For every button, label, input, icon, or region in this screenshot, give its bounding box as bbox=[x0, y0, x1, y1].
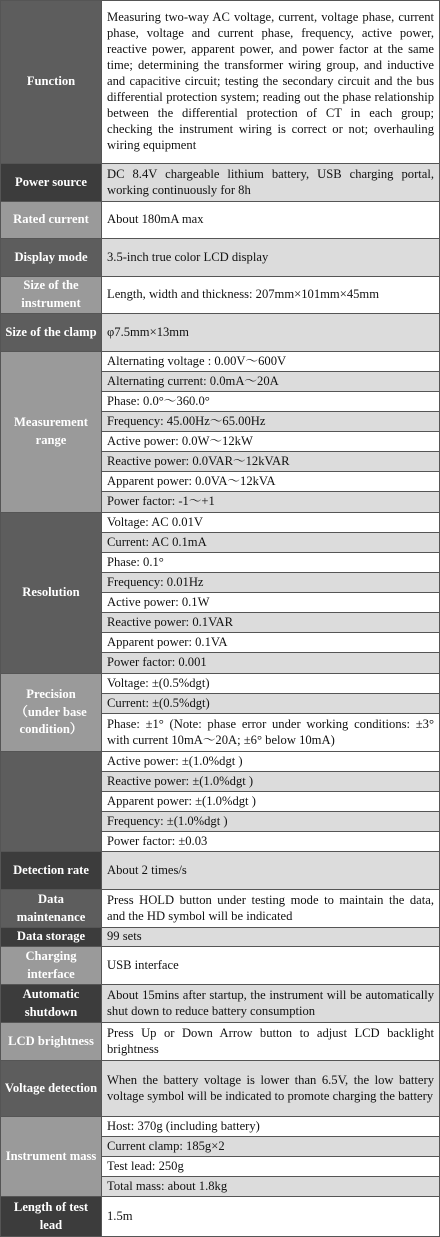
spec-row bbox=[1, 985, 440, 1023]
spec-value: 1.5m bbox=[102, 1197, 440, 1237]
spec-table-body bbox=[1, 1, 440, 1237]
spec-value: USB interface bbox=[102, 947, 440, 985]
spec-value: Apparent power: ±(1.0%dgt ) bbox=[102, 792, 440, 812]
spec-row bbox=[1, 890, 440, 928]
spec-label-detection-rate: Detection rate bbox=[1, 852, 102, 890]
spec-label-data-maintenance: Data maintenance bbox=[1, 890, 102, 928]
spec-value: 99 sets bbox=[102, 928, 440, 947]
spec-label-length-of-test-lead: Length of test lead bbox=[1, 1197, 102, 1237]
spec-value: Frequency: ±(1.0%dgt ) bbox=[102, 812, 440, 832]
spec-row bbox=[1, 1023, 440, 1061]
spec-value: About 180mA max bbox=[102, 202, 440, 239]
spec-value: Press HOLD button under testing mode to maintain the data, and the HD symbol will be indicated bbox=[102, 890, 440, 928]
spec-label-data-storage: Data storage bbox=[1, 928, 102, 947]
spec-row bbox=[1, 164, 440, 202]
spec-value: Current: ±(0.5%dgt) bbox=[102, 694, 440, 714]
spec-label-function: Function bbox=[1, 1, 102, 164]
spec-value: Power factor: ±0.03 bbox=[102, 832, 440, 852]
spec-value: Phase: ±1° (Note: phase error under working conditions: ±3° with current 10mA～20A; ±6° below 10mA) bbox=[102, 714, 440, 752]
spec-row bbox=[1, 674, 440, 694]
spec-value: Current clamp: 185g×2 bbox=[102, 1137, 440, 1157]
spec-row bbox=[1, 239, 440, 277]
spec-row bbox=[1, 1117, 440, 1137]
spec-value: Power factor: -1～+1 bbox=[102, 492, 440, 513]
spec-label-display-mode: Display mode bbox=[1, 239, 102, 277]
spec-value: φ7.5mm×13mm bbox=[102, 314, 440, 352]
spec-row bbox=[1, 314, 440, 352]
spec-value: Alternating current: 0.0mA～20A bbox=[102, 372, 440, 392]
spec-value: Frequency: 0.01Hz bbox=[102, 573, 440, 593]
spec-value: Phase: 0.1° bbox=[102, 553, 440, 573]
spec-row bbox=[1, 1197, 440, 1237]
spec-row bbox=[1, 1, 440, 164]
spec-value: About 15mins after startup, the instrument will be automatically shut down to reduce battery consumption bbox=[102, 985, 440, 1023]
spec-label-rated-current: Rated current bbox=[1, 202, 102, 239]
spec-value: Phase: 0.0°～360.0° bbox=[102, 392, 440, 412]
spec-value: About 2 times/s bbox=[102, 852, 440, 890]
spec-row bbox=[1, 852, 440, 890]
spec-row bbox=[1, 928, 440, 947]
spec-value: Current: AC 0.1mA bbox=[102, 533, 440, 553]
spec-label-power-source: Power source bbox=[1, 164, 102, 202]
spec-label-size-of-the-clamp: Size of the clamp bbox=[1, 314, 102, 352]
spec-value: Test lead: 250g bbox=[102, 1157, 440, 1177]
spec-label-precision-under-base-condition: Precision（under base condition） bbox=[1, 674, 102, 752]
spec-label-blank bbox=[1, 752, 102, 852]
spec-value: Voltage: ±(0.5%dgt) bbox=[102, 674, 440, 694]
spec-row bbox=[1, 1061, 440, 1117]
spec-label-size-of-the-instrument: Size of the instrument bbox=[1, 277, 102, 314]
spec-label-resolution: Resolution bbox=[1, 513, 102, 674]
spec-label-measurement-range: Measurement range bbox=[1, 352, 102, 513]
spec-label-voltage-detection: Voltage detection bbox=[1, 1061, 102, 1117]
spec-row bbox=[1, 277, 440, 314]
spec-value: Reactive power: 0.1VAR bbox=[102, 613, 440, 633]
spec-value: Host: 370g (including battery) bbox=[102, 1117, 440, 1137]
spec-label-instrument-mass: Instrument mass bbox=[1, 1117, 102, 1197]
spec-row bbox=[1, 947, 440, 985]
spec-value: Alternating voltage : 0.00V～600V bbox=[102, 352, 440, 372]
spec-label-automatic-shutdown: Automatic shutdown bbox=[1, 985, 102, 1023]
spec-row bbox=[1, 513, 440, 533]
spec-row bbox=[1, 752, 440, 772]
spec-value: Apparent power: 0.0VA～12kVA bbox=[102, 472, 440, 492]
spec-label-charging-interface: Charging interface bbox=[1, 947, 102, 985]
spec-value: Power factor: 0.001 bbox=[102, 653, 440, 674]
spec-row bbox=[1, 202, 440, 239]
spec-value: 3.5-inch true color LCD display bbox=[102, 239, 440, 277]
spec-label-lcd-brightness: LCD brightness bbox=[1, 1023, 102, 1061]
spec-value: Press Up or Down Arrow button to adjust LCD backlight brightness bbox=[102, 1023, 440, 1061]
spec-value: DC 8.4V chargeable lithium battery, USB charging portal, working continuously for 8h bbox=[102, 164, 440, 202]
spec-value: When the battery voltage is lower than 6.5V, the low battery voltage symbol will be indicated to promote charging the battery bbox=[102, 1061, 440, 1117]
spec-value: Active power: ±(1.0%dgt ) bbox=[102, 752, 440, 772]
spec-value: Frequency: 45.00Hz～65.00Hz bbox=[102, 412, 440, 432]
spec-value: Reactive power: 0.0VAR～12kVAR bbox=[102, 452, 440, 472]
spec-value: Reactive power: ±(1.0%dgt ) bbox=[102, 772, 440, 792]
spec-value: Voltage: AC 0.01V bbox=[102, 513, 440, 533]
spec-value: Length, width and thickness: 207mm×101mm×45mm bbox=[102, 277, 440, 314]
spec-value: Measuring two-way AC voltage, current, voltage phase, current phase, voltage and current phase, frequency, active power, reactive power, apparent power, and power factor at the same time; determining the transformer wiring group, and inductive and capacitive circuit; testing the secondary circuit and the bus differential protection system; reading out the phase relationship between the differential protection of CT in each group; checking the instrument wiring is correct or not; overhauling wiring equipment bbox=[102, 1, 440, 164]
spec-value: Total mass: about 1.8kg bbox=[102, 1177, 440, 1197]
spec-row bbox=[1, 352, 440, 372]
spec-value: Apparent power: 0.1VA bbox=[102, 633, 440, 653]
spec-value: Active power: 0.0W～12kW bbox=[102, 432, 440, 452]
spec-value: Active power: 0.1W bbox=[102, 593, 440, 613]
